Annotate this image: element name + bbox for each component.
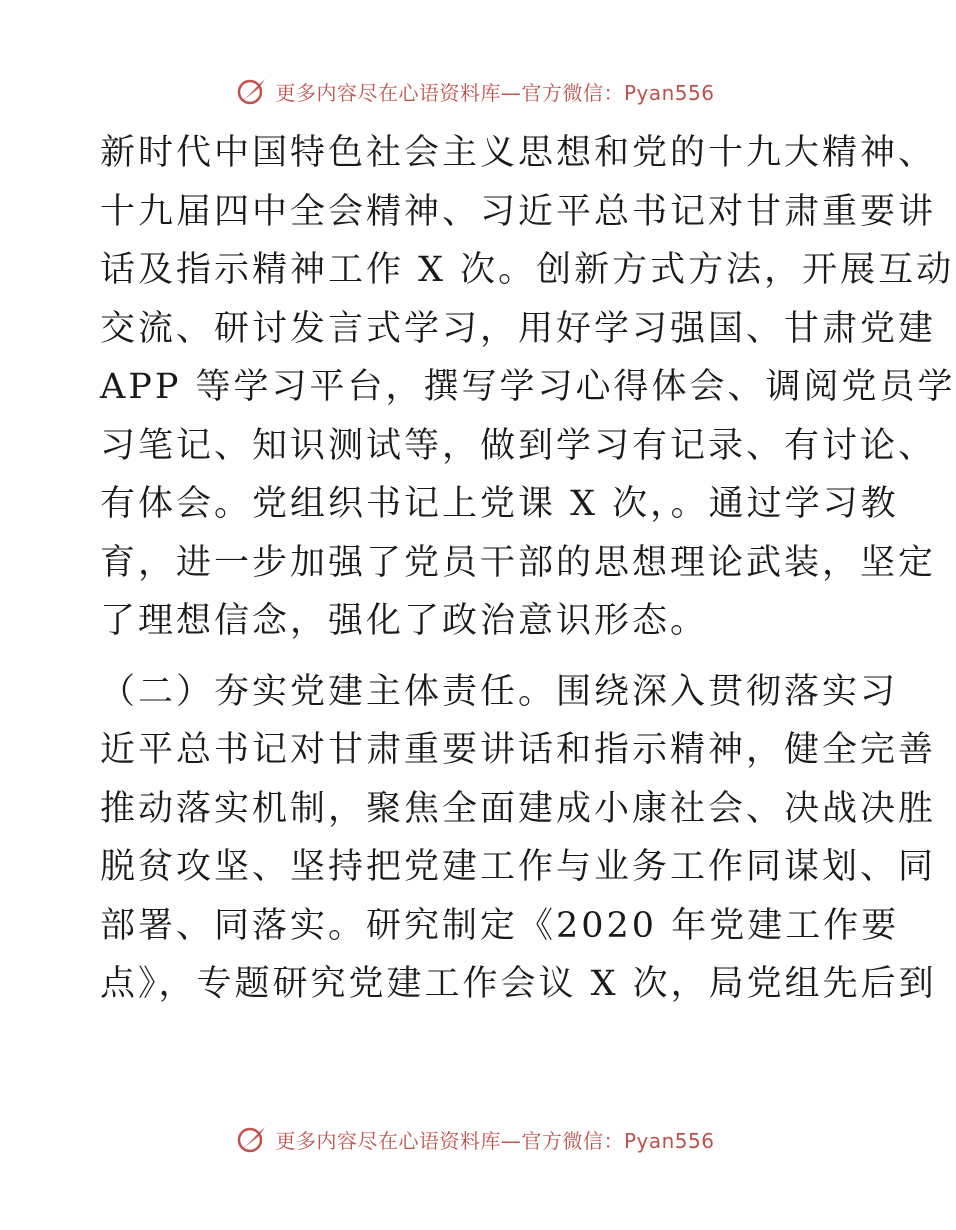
paragraph-1	[100, 124, 956, 651]
text-line: 部署、同落实。研究制定《2020 年党建工作要	[100, 905, 900, 946]
text-line: 近平总书记对甘肃重要讲话和指示精神，健全完善	[100, 730, 937, 770]
quill-logo-icon	[235, 1124, 269, 1154]
text-line: （二）夯实党建主体责任。围绕深入贯彻落实习	[100, 671, 899, 712]
paragraph-2	[100, 663, 937, 1014]
text-line: 有体会。党组织书记上党课 X 次，。通过学习教	[100, 484, 899, 524]
quill-logo-icon	[235, 76, 269, 106]
header-watermark	[0, 76, 950, 106]
footer-watermark	[0, 1124, 950, 1154]
text-line: 新时代中国特色社会主义思想和党的十九大精神、	[100, 133, 937, 173]
text-line: APP 等学习平台，撰写学习心得体会、调阅党员学	[100, 367, 956, 407]
text-line: 十九届四中全会精神、习近平总书记对甘肃重要讲	[100, 191, 937, 232]
text-line: 习笔记、知识测试等，做到学习有记录、有讨论、	[100, 425, 937, 466]
watermark-text: 更多内容尽在心语资料库—官方微信：Pyan556	[275, 80, 715, 105]
paragraph-spacer	[100, 651, 860, 663]
document-body	[100, 124, 956, 1014]
text-line: 脱贫攻坚、坚持把党建工作与业务工作同谋划、同	[100, 847, 937, 887]
text-line: 点》，专题研究党建工作会议 X 次，局党组先后到	[100, 964, 937, 1004]
text-line: 推动落实机制，聚焦全面建成小康社会、决战决胜	[100, 788, 937, 829]
text-line: 话及指示精神工作 X 次。创新方式方法，开展互动	[100, 250, 955, 290]
text-line: 交流、研讨发言式学习，用好学习强国、甘肃党建	[100, 308, 937, 349]
text-line: 了理想信念，强化了政治意识形态。	[100, 601, 709, 641]
text-line: 育，进一步加强了党员干部的思想理论武装，坚定	[100, 542, 937, 583]
watermark-text: 更多内容尽在心语资料库—官方微信：Pyan556	[275, 1128, 715, 1153]
